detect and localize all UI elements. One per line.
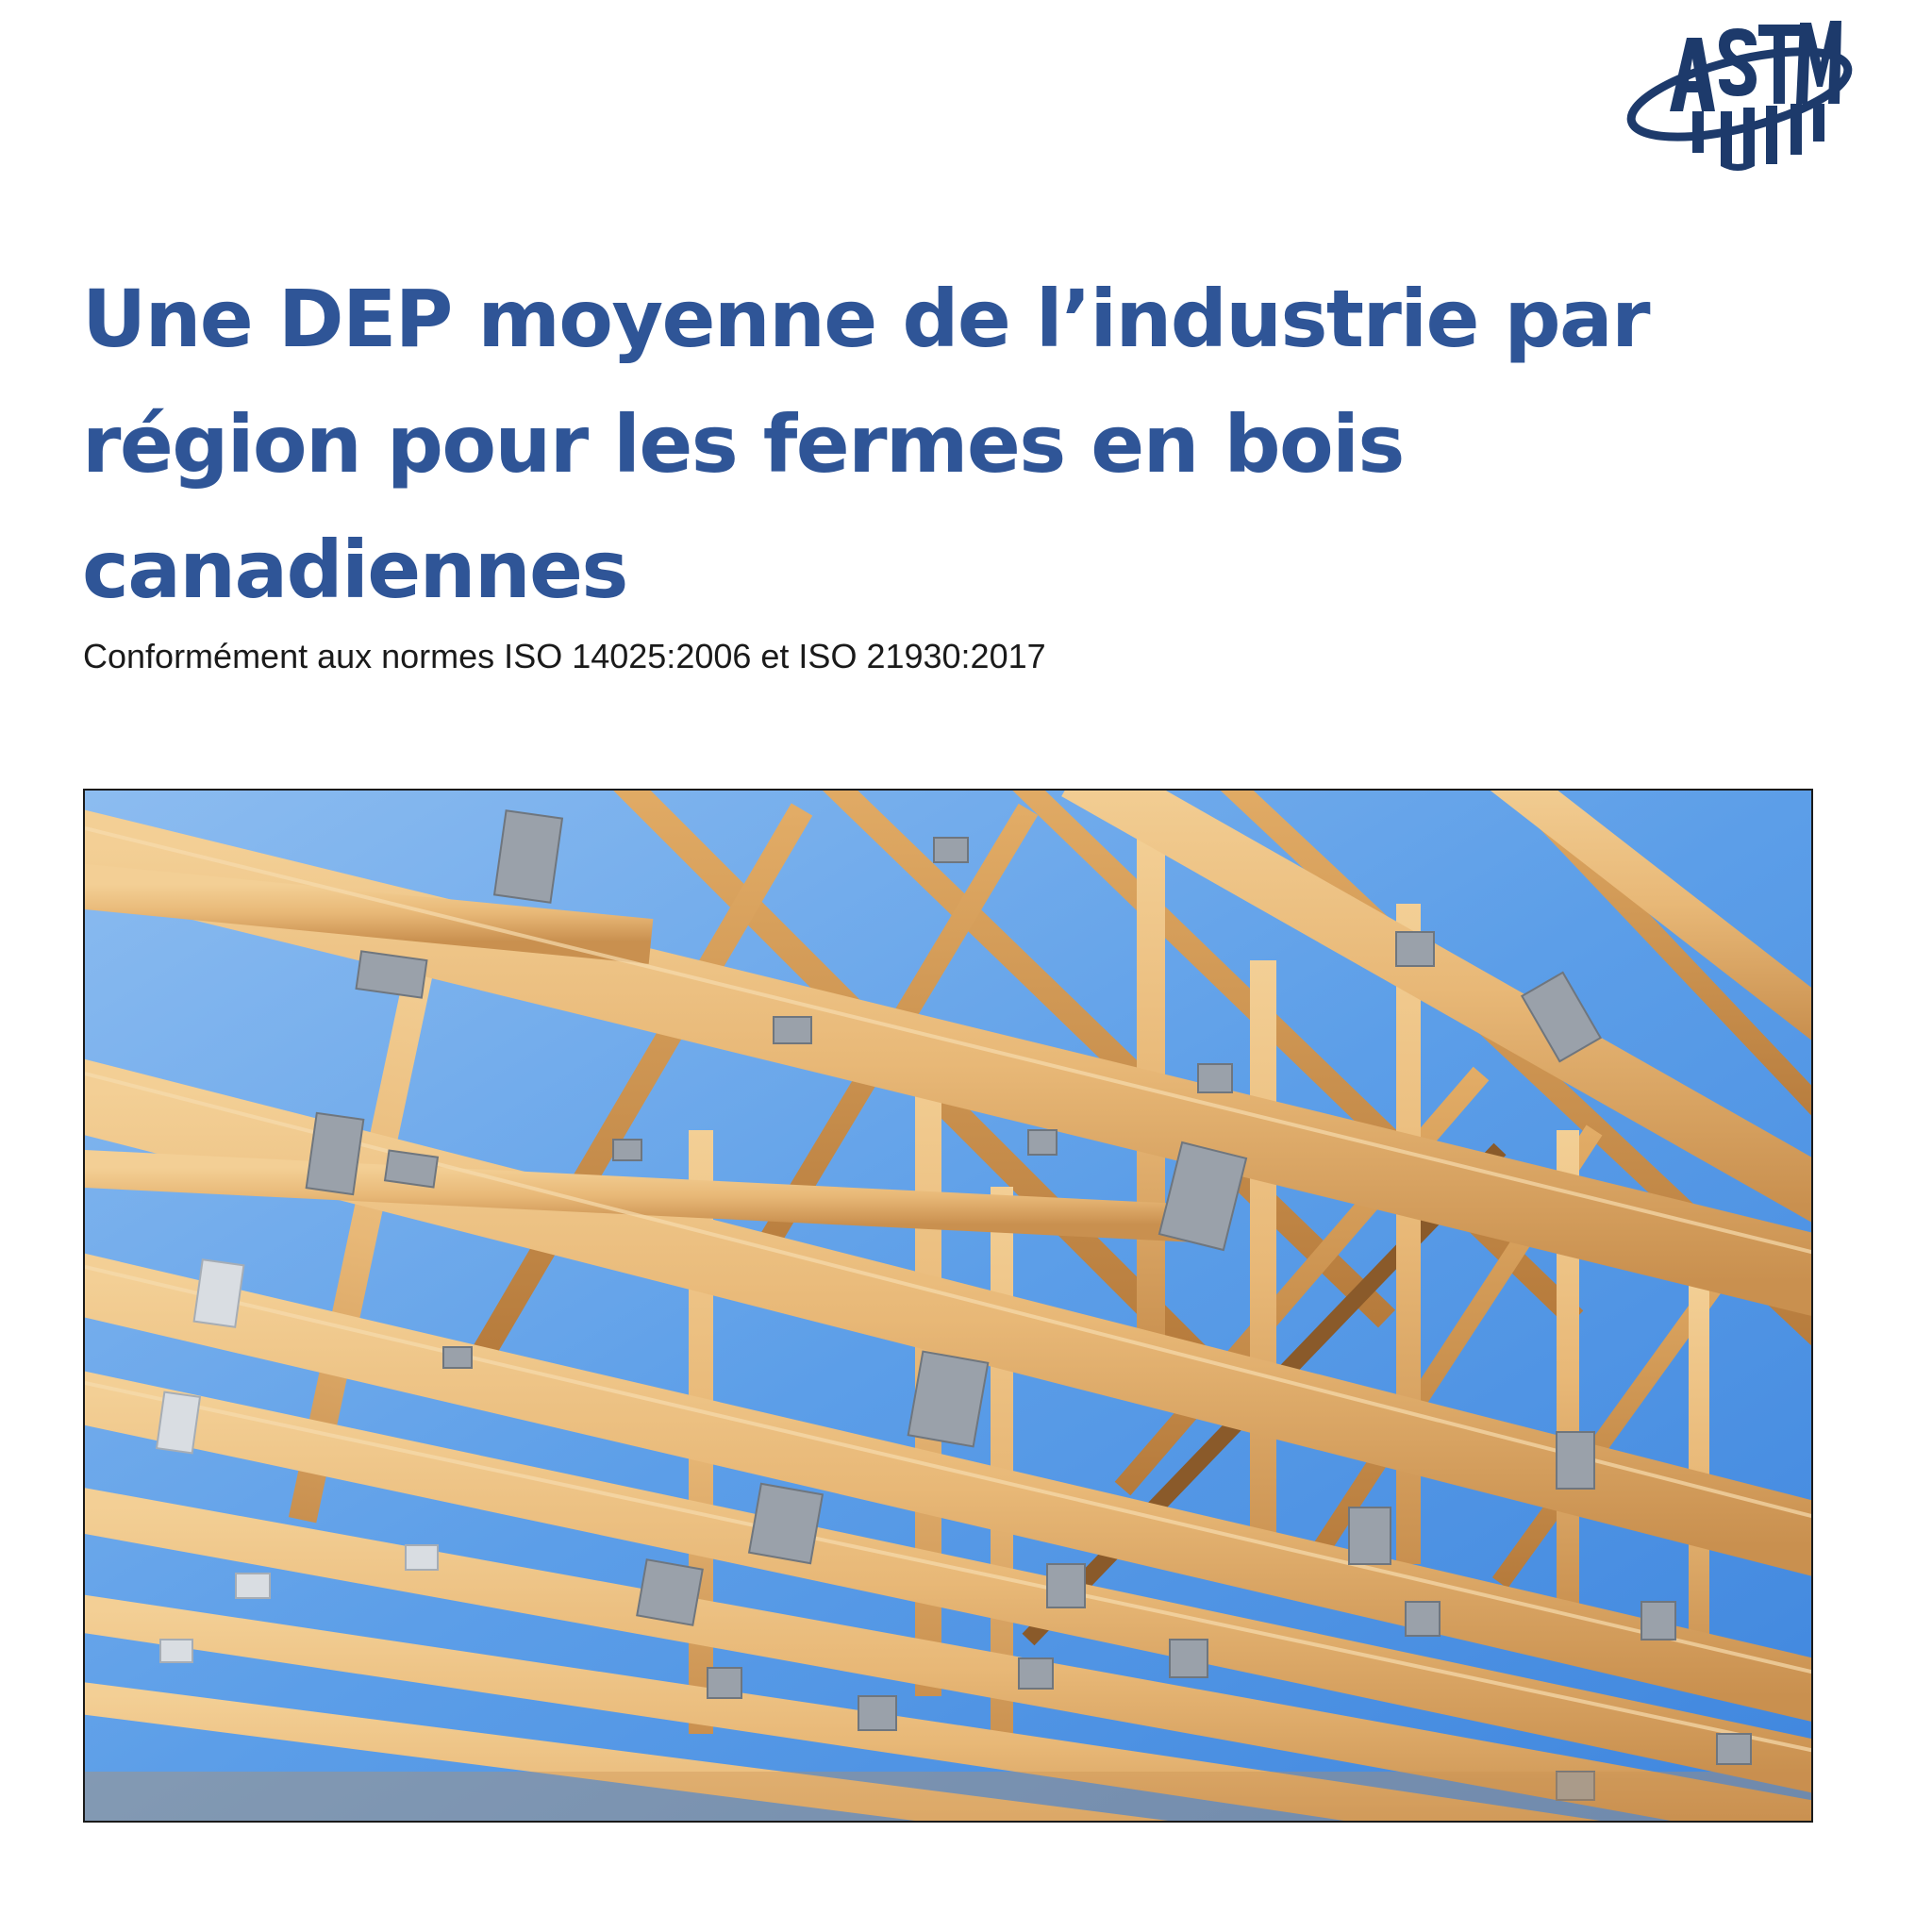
title-line-2: région pour les fermes en bois — [82, 398, 1404, 491]
astm-logo — [1624, 17, 1855, 172]
document-title — [82, 257, 1799, 633]
title-line-3: canadiennes — [82, 524, 627, 616]
cover-photo — [83, 789, 1813, 1823]
astm-logo-icon — [1624, 17, 1855, 172]
document-subtitle: Conformément aux normes ISO 14025:2006 et ISO 21930:2017 — [83, 637, 1046, 675]
roof-trusses-image — [85, 791, 1813, 1823]
title-line-1: Une DEP moyenne de l’industrie par — [82, 273, 1649, 365]
astm-logo-text: ASTM — [1624, 17, 1627, 18]
